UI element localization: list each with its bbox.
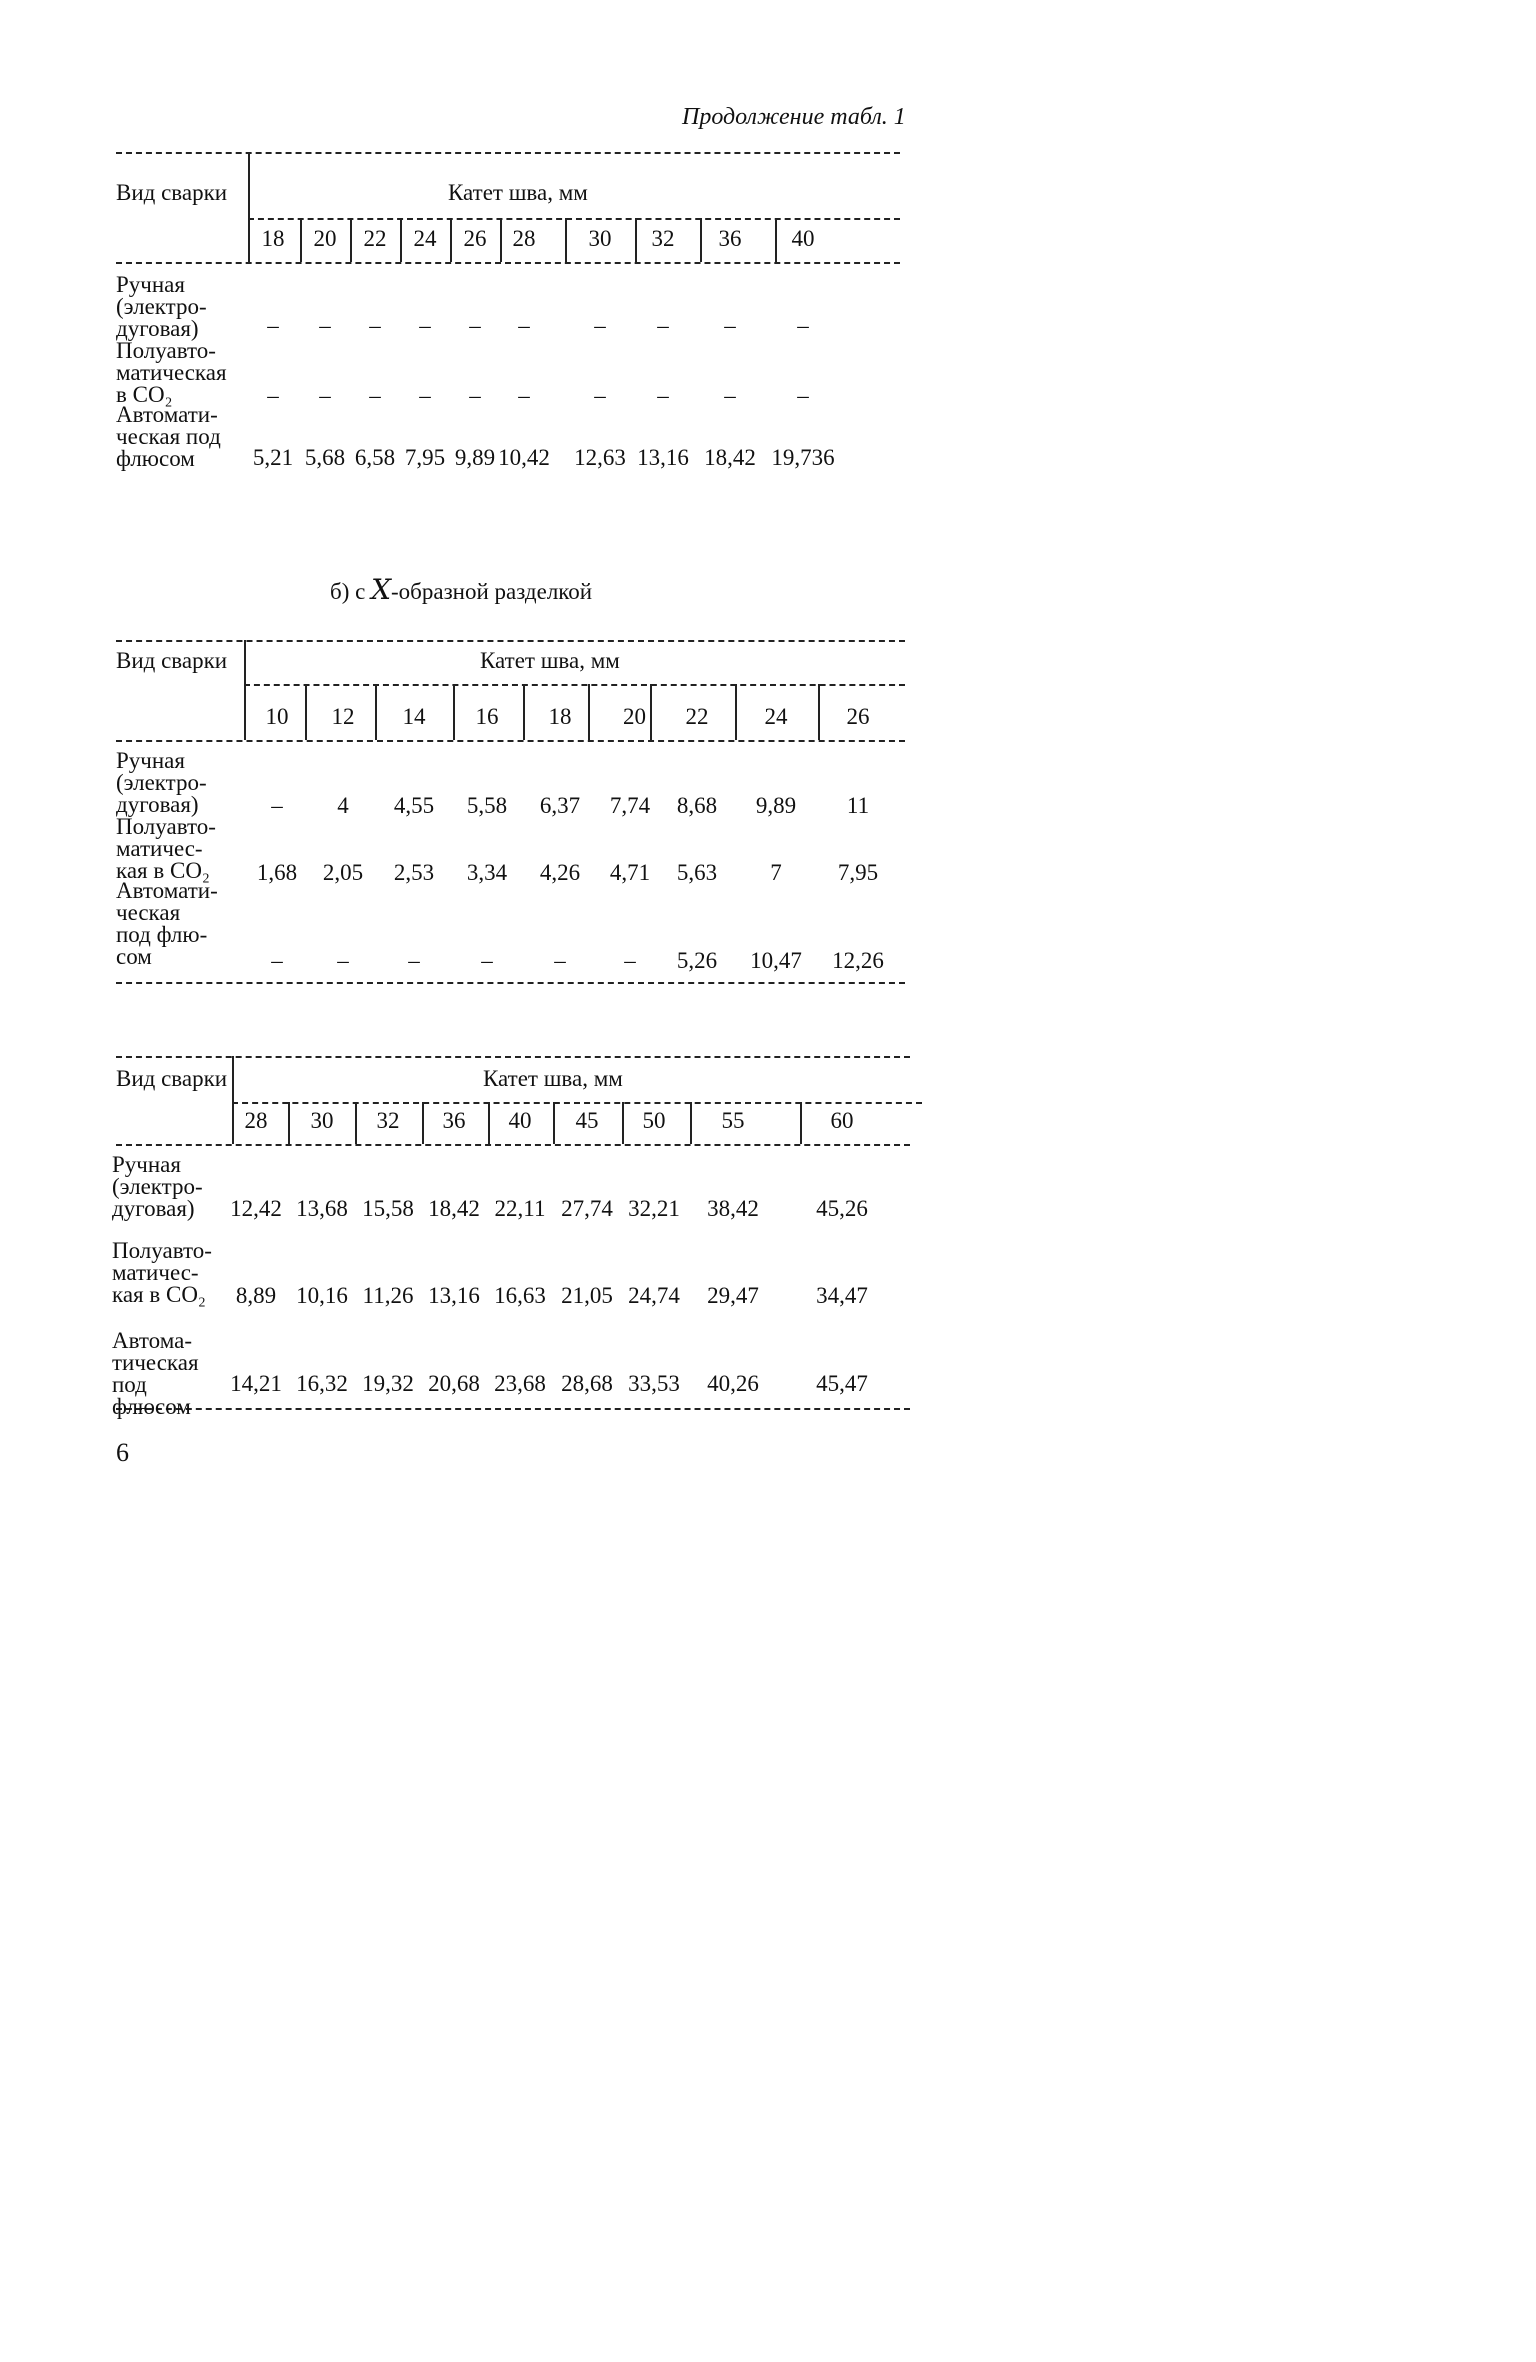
table-cell: 12,26 bbox=[832, 948, 884, 973]
table-cell: 16,63 bbox=[494, 1283, 546, 1308]
table-cell: 4,55 bbox=[393, 793, 435, 818]
column-header-weld-type: Вид сварки bbox=[116, 648, 228, 673]
column-divider bbox=[818, 684, 820, 740]
row-label: Полуавто- матичес- кая в CO₂ bbox=[116, 814, 216, 883]
row-label: Ручная (электро- дуговая) bbox=[116, 272, 207, 341]
column-header-weld-type: Вид сварки bbox=[116, 180, 228, 205]
table-cell: 9,89 bbox=[755, 793, 797, 818]
table-cell: – bbox=[554, 948, 566, 973]
table-cell: 2,05 bbox=[322, 860, 364, 885]
table-cell: – bbox=[657, 313, 669, 338]
table-cell: 7,74 bbox=[609, 793, 651, 818]
column-label: 45 bbox=[575, 1108, 599, 1133]
column-label: 30 bbox=[588, 226, 612, 251]
column-label: 30 bbox=[310, 1108, 334, 1133]
table-cell: 12,42 bbox=[230, 1196, 282, 1221]
table-cell: – bbox=[657, 383, 669, 408]
table-rule bbox=[116, 1144, 910, 1146]
column-label: 20 bbox=[623, 704, 646, 729]
table-rule bbox=[116, 740, 905, 742]
table-cell: 10,16 bbox=[296, 1283, 348, 1308]
column-label: 60 bbox=[830, 1108, 854, 1133]
table-cell: – bbox=[369, 383, 381, 408]
group-header-leg-size: Катет шва, мм bbox=[483, 1066, 623, 1091]
table-cell: 40,26 bbox=[707, 1371, 759, 1396]
table-cell: 33,53 bbox=[628, 1371, 680, 1396]
column-label: 26 bbox=[463, 226, 487, 251]
table-cell: 4,71 bbox=[609, 860, 651, 885]
table-cell: 4,26 bbox=[539, 860, 581, 885]
row-label: Полуавто- матическая в CO₂ bbox=[116, 338, 227, 407]
table-cell: 7,95 bbox=[404, 445, 446, 470]
caption-symbol: X bbox=[371, 573, 392, 606]
table-cell: – bbox=[369, 313, 381, 338]
column-label: 12 bbox=[331, 704, 355, 729]
column-divider bbox=[735, 684, 737, 740]
table-cell: 6,58 bbox=[354, 445, 396, 470]
column-divider bbox=[690, 1102, 692, 1144]
table-cell: – bbox=[624, 948, 636, 973]
table-cell: 19,736 bbox=[771, 445, 835, 470]
table-rule bbox=[116, 1408, 910, 1410]
column-divider bbox=[453, 684, 455, 740]
column-divider bbox=[355, 1102, 357, 1144]
row-label: Автомати- ческая под флю- сом bbox=[116, 878, 218, 969]
table-cell: 10,47 bbox=[750, 948, 802, 973]
table-cell: 23,68 bbox=[494, 1371, 546, 1396]
table-cell: 9,89 bbox=[454, 445, 496, 470]
column-label: 32 bbox=[376, 1108, 400, 1133]
table-cell: 1,68 bbox=[256, 860, 298, 885]
group-header-leg-size: Катет шва, мм bbox=[480, 648, 620, 673]
group-header-leg-size: Катет шва, мм bbox=[448, 180, 588, 205]
column-label: 16 bbox=[475, 704, 499, 729]
column-label: 24 bbox=[413, 226, 437, 251]
table-cell: – bbox=[267, 313, 279, 338]
table-cell: 20,68 bbox=[428, 1371, 480, 1396]
table-cell: 5,26 bbox=[676, 948, 718, 973]
table-cell: 3,34 bbox=[466, 860, 508, 885]
table-cell: 34,47 bbox=[816, 1283, 868, 1308]
table-cell: 15,58 bbox=[362, 1196, 414, 1221]
column-divider bbox=[375, 684, 377, 740]
column-label: 36 bbox=[442, 1108, 466, 1133]
table-cell: – bbox=[469, 313, 481, 338]
column-label: 55 bbox=[721, 1108, 745, 1133]
table-cell: 8,68 bbox=[676, 793, 718, 818]
table-cell: 45,26 bbox=[816, 1196, 868, 1221]
table-cell: 13,68 bbox=[296, 1196, 348, 1221]
table-cell: 6,37 bbox=[539, 793, 581, 818]
table-cell: – bbox=[797, 313, 809, 338]
table-cell: 32,21 bbox=[628, 1196, 680, 1221]
table-cell: – bbox=[419, 313, 431, 338]
table-cell: – bbox=[518, 313, 530, 338]
page-number: 6 bbox=[116, 1438, 129, 1467]
table-cell: 29,47 bbox=[707, 1283, 759, 1308]
table-cell: – bbox=[408, 948, 420, 973]
table-cell: 13,16 bbox=[637, 445, 689, 470]
row-label: Полуавто- матичес- кая в CO₂ bbox=[112, 1238, 212, 1307]
column-label: 18 bbox=[548, 704, 572, 729]
continuation-label: Продолжение табл. 1 bbox=[682, 104, 906, 130]
table-cell: 13,16 bbox=[428, 1283, 480, 1308]
column-divider bbox=[800, 1102, 802, 1144]
stub-divider bbox=[244, 640, 246, 740]
table-cell: 18,42 bbox=[428, 1196, 480, 1221]
table-rule bbox=[116, 1056, 910, 1058]
row-label: Автома- тическая под флюсом bbox=[112, 1328, 199, 1419]
table-cell: 45,47 bbox=[816, 1371, 868, 1396]
table-cell: 28,68 bbox=[561, 1371, 613, 1396]
table-cell: 5,58 bbox=[466, 793, 508, 818]
table-cell: 19,32 bbox=[362, 1371, 414, 1396]
table-cell: 2,53 bbox=[393, 860, 435, 885]
row-label: Ручная (электро- дуговая) bbox=[116, 748, 207, 817]
table-cell: 22,11 bbox=[494, 1196, 546, 1221]
table-cell: – bbox=[419, 383, 431, 408]
table-rule bbox=[116, 982, 905, 984]
table-cell: 8,89 bbox=[235, 1283, 277, 1308]
table-cell: 16,32 bbox=[296, 1371, 348, 1396]
table-cell: – bbox=[271, 793, 283, 818]
table-cell: 14,21 bbox=[230, 1371, 282, 1396]
column-divider bbox=[650, 684, 652, 740]
table-rule bbox=[116, 152, 900, 154]
table-rule bbox=[232, 1102, 922, 1104]
table-rule bbox=[116, 640, 905, 642]
table-cell: 5,21 bbox=[252, 445, 294, 470]
column-label: 24 bbox=[764, 704, 788, 729]
section-caption bbox=[330, 574, 592, 606]
table-cell: – bbox=[267, 383, 279, 408]
column-divider bbox=[565, 218, 567, 262]
column-label: 18 bbox=[261, 226, 285, 251]
column-divider bbox=[288, 1102, 290, 1144]
table-cell: 27,74 bbox=[561, 1196, 613, 1221]
column-label: 32 bbox=[651, 226, 675, 251]
column-divider bbox=[553, 1102, 555, 1144]
table-cell: – bbox=[319, 313, 331, 338]
table-cell: – bbox=[724, 313, 736, 338]
table-cell: – bbox=[469, 383, 481, 408]
column-label: 36 bbox=[718, 226, 742, 251]
table-cell: 21,05 bbox=[561, 1283, 613, 1308]
table-cell: – bbox=[594, 383, 606, 408]
column-label: 26 bbox=[846, 704, 870, 729]
table-rule bbox=[116, 262, 900, 264]
table-cell: 38,42 bbox=[707, 1196, 759, 1221]
caption-suffix: -образной разделкой bbox=[391, 579, 593, 604]
column-label: 20 bbox=[313, 226, 337, 251]
column-label: 22 bbox=[363, 226, 387, 251]
table-cell: 5,63 bbox=[676, 860, 718, 885]
table-cell: 24,74 bbox=[628, 1283, 680, 1308]
table-cell: – bbox=[481, 948, 493, 973]
table-cell: 18,42 bbox=[704, 445, 756, 470]
table-cell: – bbox=[724, 383, 736, 408]
column-label: 40 bbox=[508, 1108, 532, 1133]
table-cell: 11 bbox=[846, 793, 870, 818]
column-label: 50 bbox=[642, 1108, 666, 1133]
row-label: Ручная (электро- дуговая) bbox=[112, 1152, 203, 1221]
table-cell: 7,95 bbox=[837, 860, 879, 885]
table-cell: 11,26 bbox=[362, 1283, 414, 1308]
column-label: 28 bbox=[512, 226, 536, 251]
column-label: 14 bbox=[402, 704, 426, 729]
table-rule bbox=[248, 218, 900, 220]
table-cell: – bbox=[797, 383, 809, 408]
row-label: Автомати- ческая под флюсом bbox=[116, 402, 221, 471]
column-label: 28 bbox=[244, 1108, 268, 1133]
table-cell: – bbox=[594, 313, 606, 338]
column-divider bbox=[523, 684, 525, 740]
column-label: 22 bbox=[685, 704, 709, 729]
table-cell: – bbox=[337, 948, 349, 973]
table-cell: 12,63 bbox=[574, 445, 626, 470]
column-label: 10 bbox=[265, 704, 289, 729]
column-label: 40 bbox=[791, 226, 815, 251]
table-cell: – bbox=[271, 948, 283, 973]
table-cell: 7 bbox=[770, 860, 782, 885]
table-cell: 5,68 bbox=[304, 445, 346, 470]
table-cell: – bbox=[518, 383, 530, 408]
table-cell: 4 bbox=[337, 793, 349, 818]
column-header-weld-type: Вид сварки bbox=[116, 1066, 228, 1091]
table-rule bbox=[244, 684, 905, 686]
table-cell: – bbox=[319, 383, 331, 408]
table-cell: 10,42 bbox=[498, 445, 550, 470]
caption-prefix: б) с bbox=[330, 579, 366, 604]
